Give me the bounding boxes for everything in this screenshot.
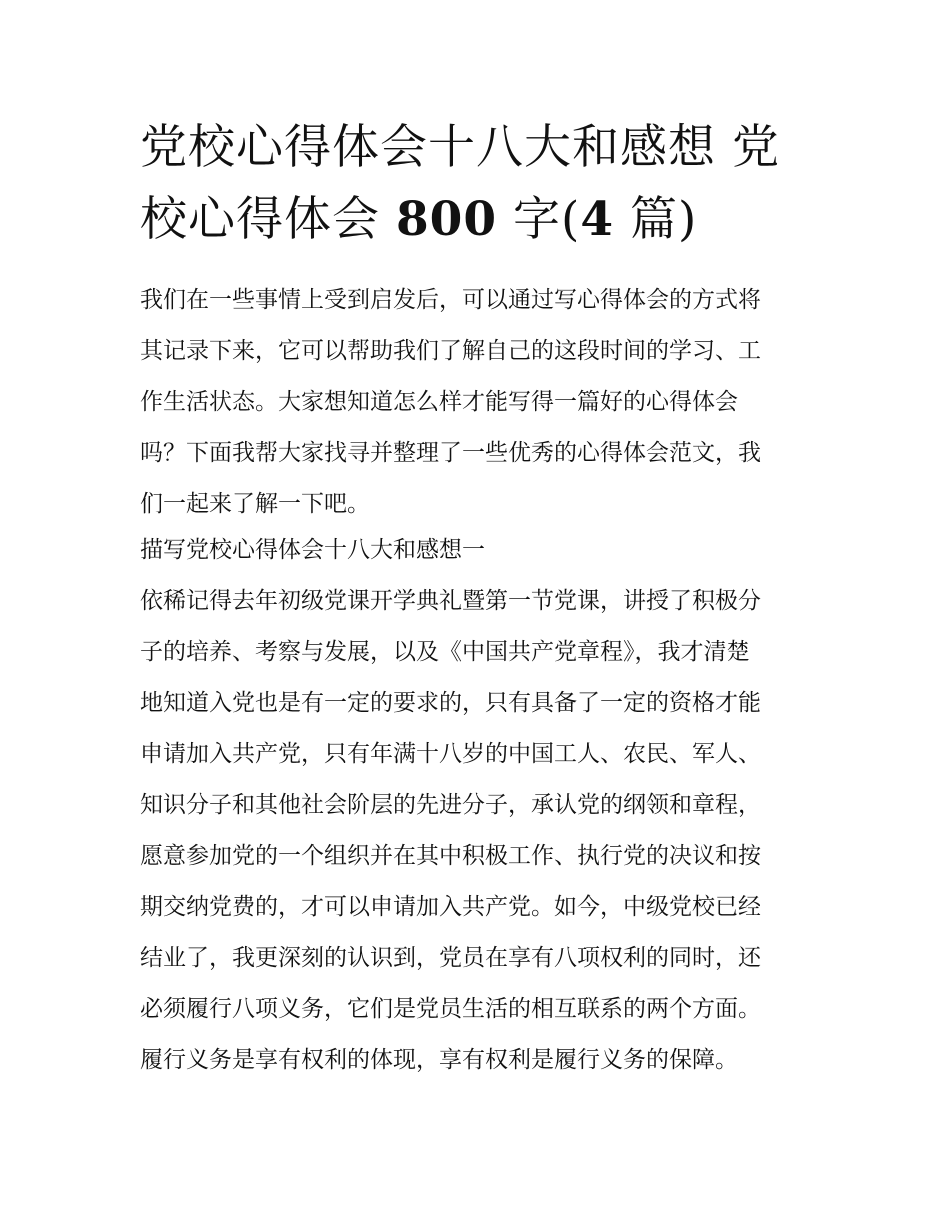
section-subheading <box>140 525 820 576</box>
intro-paragraph <box>140 275 820 530</box>
title-article-count: 4 <box>580 192 615 247</box>
intro-line: 们一起来了解一下吧。 <box>140 491 370 517</box>
paragraph-line: 愿意参加党的一个组织并在其中积极工作、执行党的决议和按 <box>140 843 761 869</box>
paragraph-line: 结业了，我更深刻的认识到，党员在享有八项权利的同时，还 <box>140 945 761 971</box>
title-line-2 <box>140 184 820 256</box>
intro-line: 我们在一些事情上受到启发后，可以通过写心得体会的方式将 <box>140 287 761 313</box>
paragraph-line: 地知道入党也是有一定的要求的，只有具备了一定的资格才能 <box>140 690 761 716</box>
title-word-count: 800 <box>395 192 498 247</box>
title-line-2-prefix: 校心得体会 <box>140 192 396 247</box>
paragraph-line: 履行义务是享有权利的体现，享有权利是履行义务的保障。 <box>140 1047 738 1073</box>
title-line-2-suffix: 篇) <box>614 192 698 247</box>
intro-line: 吗？下面我帮大家找寻并整理了一些优秀的心得体会范文，我 <box>140 440 761 466</box>
intro-line: 作生活状态。大家想知道怎么样才能写得一篇好的心得体会 <box>140 389 738 415</box>
paragraph-line: 知识分子和其他社会阶层的先进分子，承认党的纲领和章程， <box>140 792 761 818</box>
document-title <box>140 112 820 256</box>
paragraph-line: 依稀记得去年初级党课开学典礼暨第一节党课，讲授了积极分 <box>140 588 761 614</box>
paragraph-line: 申请加入共产党，只有年满十八岁的中国工人、农民、军人、 <box>140 741 761 767</box>
paragraph-line: 必须履行八项义务，它们是党员生活的相互联系的两个方面。 <box>140 996 761 1022</box>
paragraph-line: 期交纳党费的，才可以申请加入共产党。如今，中级党校已经 <box>140 894 761 920</box>
paragraph-line: 子的培养、考察与发展，以及《中国共产党章程》，我才清楚 <box>140 639 750 665</box>
body-paragraph <box>140 576 820 1086</box>
title-line-1: 党校心得体会十八大和感想 党 <box>140 120 780 175</box>
title-line-2-mid: 字( <box>497 192 581 247</box>
intro-line: 其记录下来，它可以帮助我们了解自己的这段时间的学习、工 <box>140 338 761 364</box>
subheading-text: 描写党校心得体会十八大和感想一 <box>140 537 485 563</box>
